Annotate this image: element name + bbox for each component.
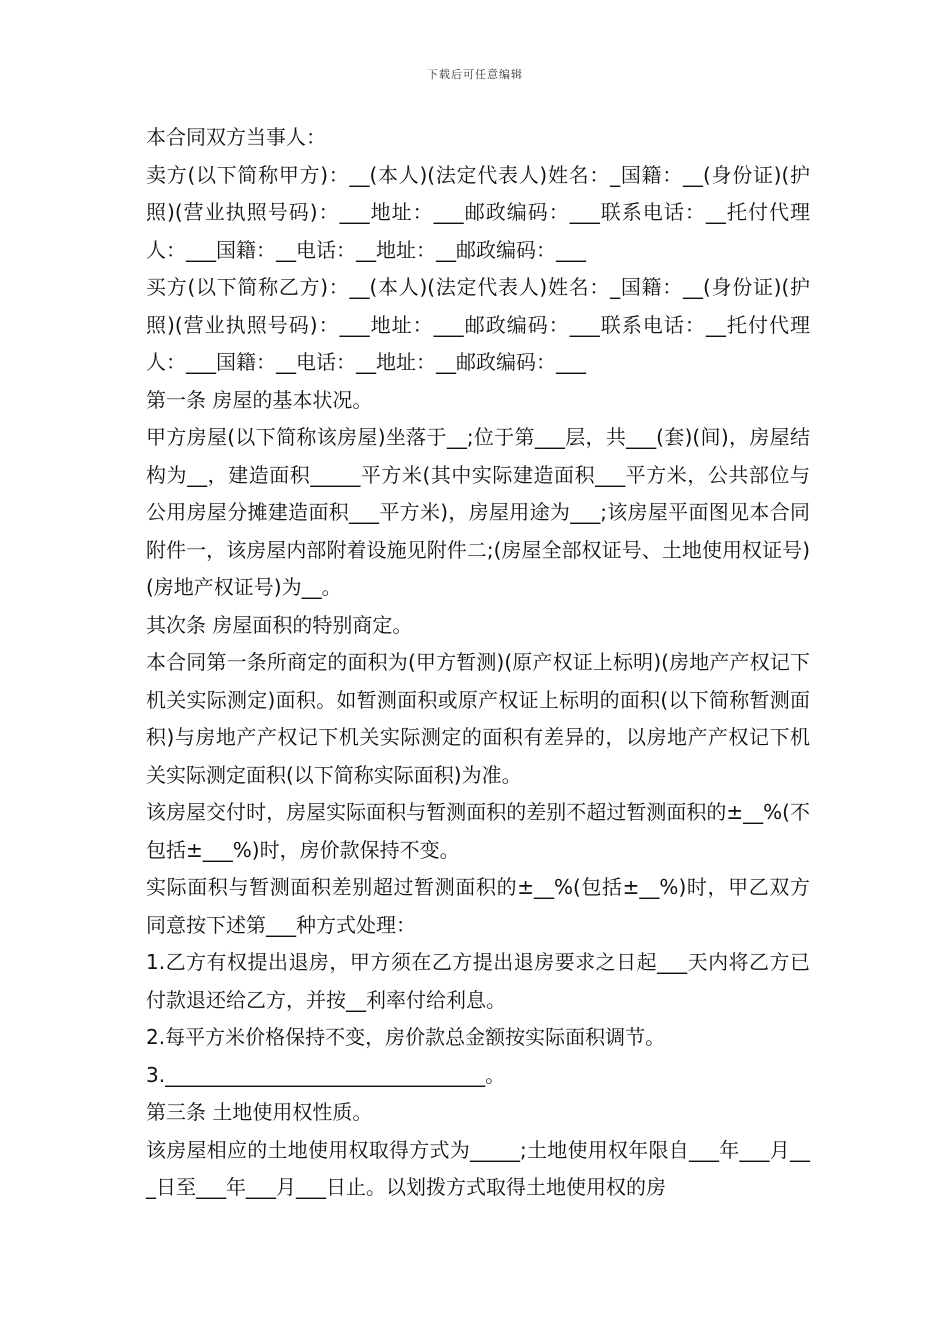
page-header-note: 下载后可任意编辑 xyxy=(427,68,523,81)
paragraph-property-status: 甲方房屋(以下简称该房屋)坐落于__;位于第___层，共___(套)(间)，房屋结构为__，建造面积_____平方米(其中实际建造面积___平方米，公共部位与公用房屋分摊建造面积___平方米)，房屋用途为___;该房屋平面图见本合同附件一，该房屋内部附着设施见附件二;(房屋全部权证号、土地使用权证号)(房地产权证号)为__。 xyxy=(146,425,810,599)
list-item-option-1: 1.乙方有权提出退房，甲方须在乙方提出退房要求之日起___天内将乙方已付款退还给乙方，并按__利率付给利息。 xyxy=(146,950,810,1012)
paragraph-land-use-right: 该房屋相应的土地使用权取得方式为_____;土地使用权年限自___年___月___日至___年___月___日止。以划拨方式取得土地使用权的房 xyxy=(146,1137,810,1199)
paragraph-seller-info: 卖方(以下简称甲方)：__(本人)(法定代表人)姓名：_国籍：__(身份证)(护照)(营业执照号码)：___地址：___邮政编码：___联系电话：__托付代理人：___国籍：__电话：__地址：__邮政编码：___ xyxy=(146,162,810,262)
section-heading-article-1: 第一条 房屋的基本状况。 xyxy=(146,387,373,412)
list-item-option-2: 2.每平方米价格保持不变，房价款总金额按实际面积调节。 xyxy=(146,1025,666,1049)
paragraph-buyer-info: 买方(以下简称乙方)：__(本人)(法定代表人)姓名：_国籍：__(身份证)(护照)(营业执照号码)：___地址：___邮政编码：___联系电话：__托付代理人：___国籍：__电话：__地址：__邮政编码：___ xyxy=(146,275,810,374)
section-heading-article-3: 第三条 土地使用权性质。 xyxy=(146,1100,373,1124)
paragraph-parties-intro: 本合同双方当事人： xyxy=(146,125,326,149)
contract-body xyxy=(146,119,810,1207)
paragraph-area-tolerance: 该房屋交付时，房屋实际面积与暂测面积的差别不超过暂测面积的±__%(不包括±___%)时，房价款保持不变。 xyxy=(146,800,810,862)
paragraph-area-excess: 实际面积与暂测面积差别超过暂测面积的±__%(包括±__%)时，甲乙双方同意按下述第___种方式处理： xyxy=(146,875,810,937)
list-item-option-3: 3.________________________________。 xyxy=(146,1062,506,1087)
paragraph-area-agreement: 本合同第一条所商定的面积为(甲方暂测)(原产权证上标明)(房地产产权记下机关实际测定)面积。如暂测面积或原产权证上标明的面积(以下简称暂测面积)与房地产产权记下机关实际测定的面积有差异的，以房地产产权记下机关实际测定面积(以下简称实际面积)为准。 xyxy=(146,650,810,787)
section-heading-article-2: 其次条 房屋面积的特别商定。 xyxy=(146,612,413,637)
